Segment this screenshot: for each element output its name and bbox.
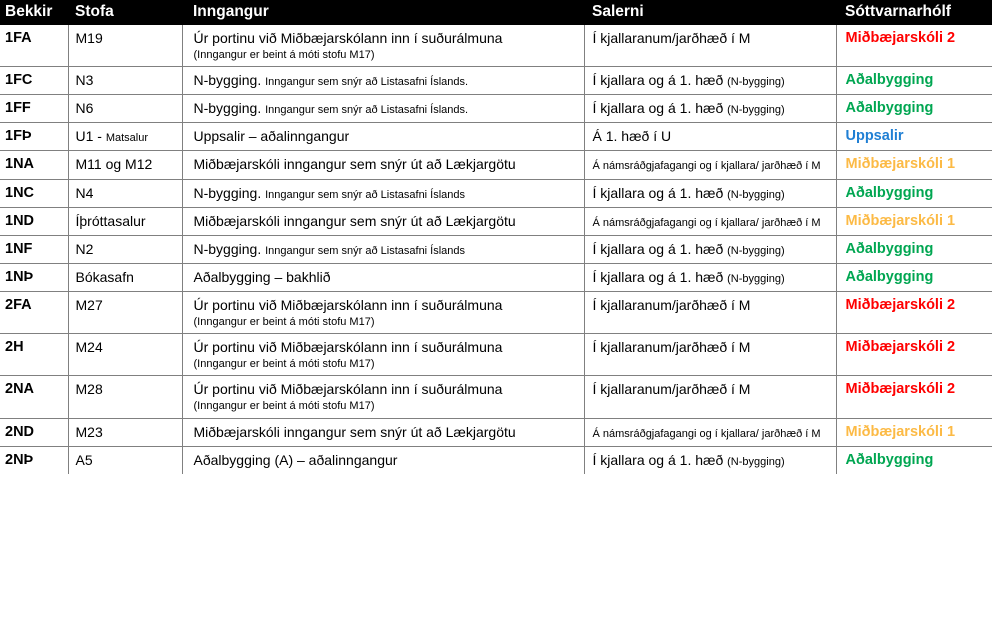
stofa-label: M24 [75, 339, 103, 356]
inngangur-text: Aðalbygging (A) – aðalinngangur [193, 451, 398, 468]
cell-bekkir: 1FA [0, 25, 68, 67]
salerni-text: Á námsráðgjafagangi og í kjallara/ jarðhæð í M [592, 427, 821, 440]
cell-sottvarnarholf: Aðalbygging [836, 235, 992, 263]
table-row [0, 123, 992, 151]
cell-inngangur [182, 418, 584, 446]
table-row [0, 67, 992, 95]
cell-inngangur [182, 151, 584, 179]
inngangur-text: Úr portinu við Miðbæjarskólann inn í suðurálmuna [193, 339, 503, 356]
cell-salerni [584, 292, 836, 334]
stofa-label: M23 [75, 423, 103, 440]
cell-salerni [584, 376, 836, 418]
cell-stofa [68, 235, 182, 263]
cell-inngangur [182, 446, 584, 474]
salerni-text: Í kjallara og á 1. hæð [592, 451, 728, 468]
cell-bekkir: 1NÞ [0, 263, 68, 291]
table-row [0, 235, 992, 263]
cell-stofa [68, 292, 182, 334]
cell-bekkir: 2NÞ [0, 446, 68, 474]
stofa-label: N4 [75, 184, 94, 201]
stofa-label: M27 [75, 297, 103, 314]
cell-sottvarnarholf: Uppsalir [836, 123, 992, 151]
table-row [0, 95, 992, 123]
table-row [0, 207, 992, 235]
table-body [0, 25, 992, 474]
salerni-detail-text: (N-bygging) [727, 188, 785, 201]
cell-sottvarnarholf: Miðbæjarskóli 1 [836, 207, 992, 235]
cell-bekkir: 1ND [0, 207, 68, 235]
cell-stofa [68, 446, 182, 474]
cell-sottvarnarholf: Aðalbygging [836, 95, 992, 123]
stofa-label: U1 - [75, 128, 106, 145]
cell-sottvarnarholf: Miðbæjarskóli 2 [836, 334, 992, 376]
inngangur-text: Úr portinu við Miðbæjarskólann inn í suðurálmuna [193, 381, 503, 398]
cell-stofa [68, 179, 182, 207]
cell-salerni [584, 25, 836, 67]
cell-salerni [584, 263, 836, 291]
stofa-label: A5 [75, 451, 93, 468]
stofa-label: M11 og M12 [75, 156, 153, 173]
salerni-text: Í kjallaranum/jarðhæð í M [592, 381, 751, 398]
inngangur-detail-text: Inngangur sem snýr að Listasafni Íslands. [265, 104, 469, 117]
inngangur-text: Miðbæjarskóli inngangur sem snýr út að Lækjargötu [193, 423, 516, 440]
cell-inngangur [182, 263, 584, 291]
stofa-sublabel: Matsalur [105, 132, 149, 145]
cell-salerni [584, 151, 836, 179]
cell-inngangur [182, 95, 584, 123]
cell-sottvarnarholf: Aðalbygging [836, 446, 992, 474]
salerni-text: Í kjallaranum/jarðhæð í M [592, 30, 751, 46]
salerni-text: Í kjallara og á 1. hæð [592, 100, 728, 117]
cell-bekkir: 2NA [0, 376, 68, 418]
table-row [0, 263, 992, 291]
inngangur-note: (Inngangur er beint á móti stofu M17) [193, 357, 375, 370]
salerni-text: Í kjallaranum/jarðhæð í M [592, 339, 751, 356]
stofa-label: N3 [75, 72, 94, 89]
table-row [0, 179, 992, 207]
table-row [0, 376, 992, 418]
column-header-salerni: Salerni [584, 0, 836, 25]
inngangur-text: Aðalbygging – bakhlið [193, 268, 331, 285]
salerni-text: Í kjallara og á 1. hæð [592, 184, 728, 201]
column-header-sottvarnarholf: Sóttvarnarhólf [836, 0, 992, 25]
salerni-text: Í kjallara og á 1. hæð [592, 72, 728, 89]
cell-stofa [68, 418, 182, 446]
table-row [0, 292, 992, 334]
stofa-label: Íþróttasalur [75, 212, 146, 229]
cell-stofa [68, 151, 182, 179]
inngangur-note: (Inngangur er beint á móti stofu M17) [193, 315, 375, 328]
cell-bekkir: 1NF [0, 235, 68, 263]
table-row [0, 151, 992, 179]
cell-sottvarnarholf: Miðbæjarskóli 2 [836, 376, 992, 418]
cell-bekkir: 1FÞ [0, 123, 68, 151]
salerni-detail-text: (N-bygging) [727, 76, 785, 89]
table-header [0, 0, 992, 25]
cell-salerni [584, 207, 836, 235]
salerni-detail-text: (N-bygging) [727, 244, 785, 257]
stofa-label: M19 [75, 30, 103, 46]
cell-bekkir: 2FA [0, 292, 68, 334]
table-row [0, 418, 992, 446]
inngangur-text: Miðbæjarskóli inngangur sem snýr út að Lækjargötu [193, 156, 516, 173]
inngangur-text: Uppsalir – aðalinngangur [193, 128, 350, 145]
salerni-detail-text: (N-bygging) [727, 104, 785, 117]
inngangur-text: Miðbæjarskóli inngangur sem snýr út að Lækjargötu [193, 212, 516, 229]
cell-bekkir: 1FF [0, 95, 68, 123]
cell-inngangur [182, 67, 584, 95]
inngangur-detail-text: Inngangur sem snýr að Listasafni Íslands [265, 244, 466, 257]
cell-stofa [68, 95, 182, 123]
cell-stofa [68, 263, 182, 291]
cell-salerni [584, 446, 836, 474]
cell-sottvarnarholf: Miðbæjarskóli 2 [836, 25, 992, 67]
inngangur-detail-text: Inngangur sem snýr að Listasafni Íslands. [265, 76, 469, 89]
cell-stofa [68, 123, 182, 151]
cell-inngangur [182, 292, 584, 334]
inngangur-note: (Inngangur er beint á móti stofu M17) [193, 399, 375, 412]
stofa-label: N6 [75, 100, 94, 117]
cell-stofa [68, 207, 182, 235]
cell-salerni [584, 418, 836, 446]
table-header-row [0, 0, 992, 25]
cell-stofa [68, 376, 182, 418]
table-row [0, 25, 992, 67]
salerni-text: Á námsráðgjafagangi og í kjallara/ jarðhæð í M [592, 160, 821, 173]
stofa-label: M28 [75, 381, 103, 398]
inngangur-text: N-bygging. [193, 100, 266, 117]
stofa-label: N2 [75, 240, 94, 257]
cell-salerni [584, 67, 836, 95]
cell-sottvarnarholf: Miðbæjarskóli 2 [836, 292, 992, 334]
salerni-detail-text: (N-bygging) [727, 455, 785, 468]
cell-bekkir: 1FC [0, 67, 68, 95]
column-header-bekkir: Bekkir [0, 0, 68, 25]
inngangur-text: Úr portinu við Miðbæjarskólann inn í suðurálmuna [193, 30, 503, 46]
cell-bekkir: 2ND [0, 418, 68, 446]
salerni-text: Í kjallara og á 1. hæð [592, 240, 728, 257]
cell-stofa [68, 334, 182, 376]
cell-bekkir: 1NA [0, 151, 68, 179]
inngangur-text: N-bygging. [193, 240, 266, 257]
cell-sottvarnarholf: Miðbæjarskóli 1 [836, 151, 992, 179]
cell-inngangur [182, 25, 584, 67]
inngangur-note: (Inngangur er beint á móti stofu M17) [193, 48, 375, 61]
cell-inngangur [182, 235, 584, 263]
cell-bekkir: 1NC [0, 179, 68, 207]
salerni-detail-text: (N-bygging) [727, 272, 785, 285]
cell-bekkir: 2H [0, 334, 68, 376]
inngangur-text: Úr portinu við Miðbæjarskólann inn í suðurálmuna [193, 297, 503, 314]
cell-sottvarnarholf: Aðalbygging [836, 179, 992, 207]
inngangur-detail-text: Inngangur sem snýr að Listasafni Íslands [265, 188, 466, 201]
cell-sottvarnarholf: Aðalbygging [836, 263, 992, 291]
cell-stofa [68, 25, 182, 67]
salerni-text: Á námsráðgjafagangi og í kjallara/ jarðhæð í M [592, 216, 821, 229]
column-header-stofa: Stofa [68, 0, 182, 25]
table-row [0, 334, 992, 376]
cell-inngangur [182, 179, 584, 207]
cell-inngangur [182, 207, 584, 235]
cell-stofa [68, 67, 182, 95]
inngangur-text: N-bygging. [193, 184, 266, 201]
salerni-text: Í kjallara og á 1. hæð [592, 268, 728, 285]
stofa-label: Bókasafn [75, 268, 134, 285]
cell-sottvarnarholf: Miðbæjarskóli 1 [836, 418, 992, 446]
cell-salerni [584, 235, 836, 263]
cell-inngangur [182, 334, 584, 376]
cell-inngangur [182, 376, 584, 418]
cell-sottvarnarholf: Aðalbygging [836, 67, 992, 95]
salerni-text: Á 1. hæð í U [592, 128, 672, 145]
salerni-text: Í kjallaranum/jarðhæð í M [592, 297, 751, 314]
cell-salerni [584, 95, 836, 123]
cell-salerni [584, 334, 836, 376]
table-row [0, 446, 992, 474]
cell-inngangur [182, 123, 584, 151]
cell-salerni [584, 123, 836, 151]
inngangur-text: N-bygging. [193, 72, 266, 89]
cell-salerni [584, 179, 836, 207]
column-header-inngangur: Inngangur [182, 0, 584, 25]
